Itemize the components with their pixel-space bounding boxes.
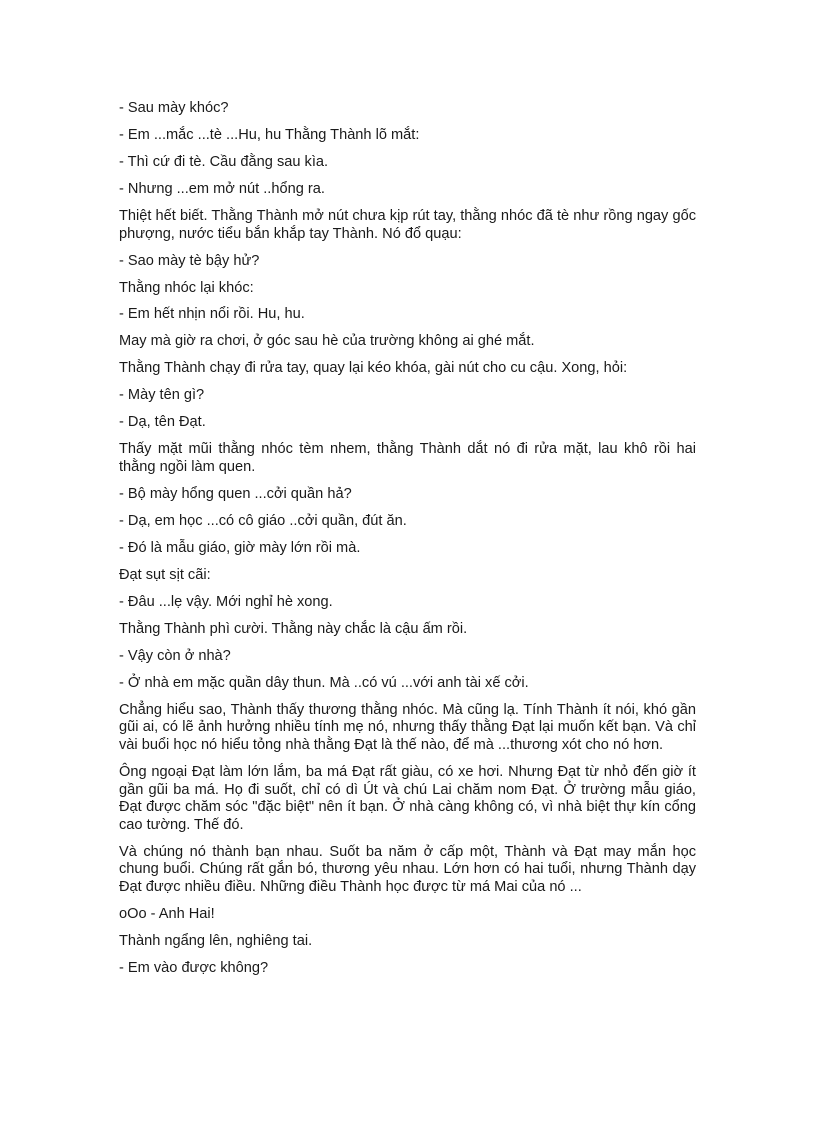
paragraph: Ông ngoại Đạt làm lớn lắm, ba má Đạt rất giàu, có xe hơi. Nhưng Đạt từ nhỏ đến giờ ít gần gũi ba má. Họ đi suốt, chỉ có dì Út và chú Lai chăm nom Đạt. Ở trường mẫu giáo, Đạt được chăm sóc "đặc biệt" nên ít bạn. Ở nhà càng không có, vì nhà biệt thự kín cổng cao tường. Thế đó. xyxy=(119,764,696,833)
paragraph: Thằng Thành chạy đi rửa tay, quay lại kéo khóa, gài nút cho cu cậu. Xong, hỏi: xyxy=(119,360,628,377)
paragraph: - Em ...mắc ...tè ...Hu, hu Thằng Thành lõ mắt: xyxy=(119,126,420,143)
paragraph: Thằng nhóc lại khóc: xyxy=(119,279,254,296)
paragraph: May mà giờ ra chơi, ở góc sau hè của trường không ai ghé mắt. xyxy=(119,333,535,350)
paragraph: - Dạ, em học ...có cô giáo ..cởi quần, đút ăn. xyxy=(119,512,407,529)
paragraph: - Đó là mẫu giáo, giờ mày lớn rồi mà. xyxy=(119,539,361,556)
paragraph: - Mày tên gì? xyxy=(119,387,205,404)
paragraph: - Em hết nhịn nổi rồi. Hu, hu. xyxy=(119,306,305,323)
paragraph: - Đâu ...lẹ vậy. Mới nghỉ hè xong. xyxy=(119,593,333,610)
paragraph: Thấy mặt mũi thằng nhóc tèm nhem, thằng Thành dắt nó đi rửa mặt, lau khô rồi hai thằng ngồi làm quen. xyxy=(119,441,696,475)
paragraph: Đạt sụt sịt cãi: xyxy=(119,566,211,583)
paragraph: - Sau mày khóc? xyxy=(119,100,229,116)
paragraph: - Bộ mày hổng quen ...cởi quần hả? xyxy=(119,485,352,502)
paragraph: - Nhưng ...em mở nút ..hổng ra. xyxy=(119,180,325,197)
paragraph: - Dạ, tên Đạt. xyxy=(119,414,206,431)
paragraph: - Thì cứ đi tè. Cầu đằng sau kìa. xyxy=(119,153,329,170)
paragraph: Thiệt hết biết. Thằng Thành mở nút chưa kịp rút tay, thằng nhóc đã tè như rồng ngay gốc phượng, nước tiểu bắn khắp tay Thành. Nó đổ quạu: xyxy=(119,207,696,242)
paragraph: - Ở nhà em mặc quần dây thun. Mà ..có vú ...với anh tài xế cởi. xyxy=(119,674,529,691)
paragraph: - Vậy còn ở nhà? xyxy=(119,647,231,664)
document-body xyxy=(119,100,696,987)
paragraph: - Sao mày tè bậy hử? xyxy=(119,252,260,269)
paragraph: Thằng Thành phì cười. Thằng này chắc là cậu ấm rồi. xyxy=(119,620,468,637)
paragraph: Chẳng hiểu sao, Thành thấy thương thằng nhóc. Mà cũng lạ. Tính Thành ít nói, khó gần gũi ai, có lẽ ảnh hưởng nhiều tính mẹ nó, nhưng thấy thằng Đạt lại muốn kết bạn. Và chỉ vài buổi học nó hiểu tỏng nhà thằng Đạt là thế nào, để mà ...thương xót cho nó hơn. xyxy=(119,701,696,754)
paragraph: - Em vào được không? xyxy=(119,959,269,976)
paragraph: oOo - Anh Hai! xyxy=(119,905,215,922)
paragraph: Và chúng nó thành bạn nhau. Suốt ba năm ở cấp một, Thành và Đạt may mắn học chung buổi. Chúng rất gắn bó, thương yêu nhau. Lớn hơn có hai tuổi, nhưng Thành dạy Đạt được nhiều điều. Những điều Thành học được từ má Mai của nó ... xyxy=(119,843,696,895)
paragraph: Thành ngẩng lên, nghiêng tai. xyxy=(119,932,313,949)
